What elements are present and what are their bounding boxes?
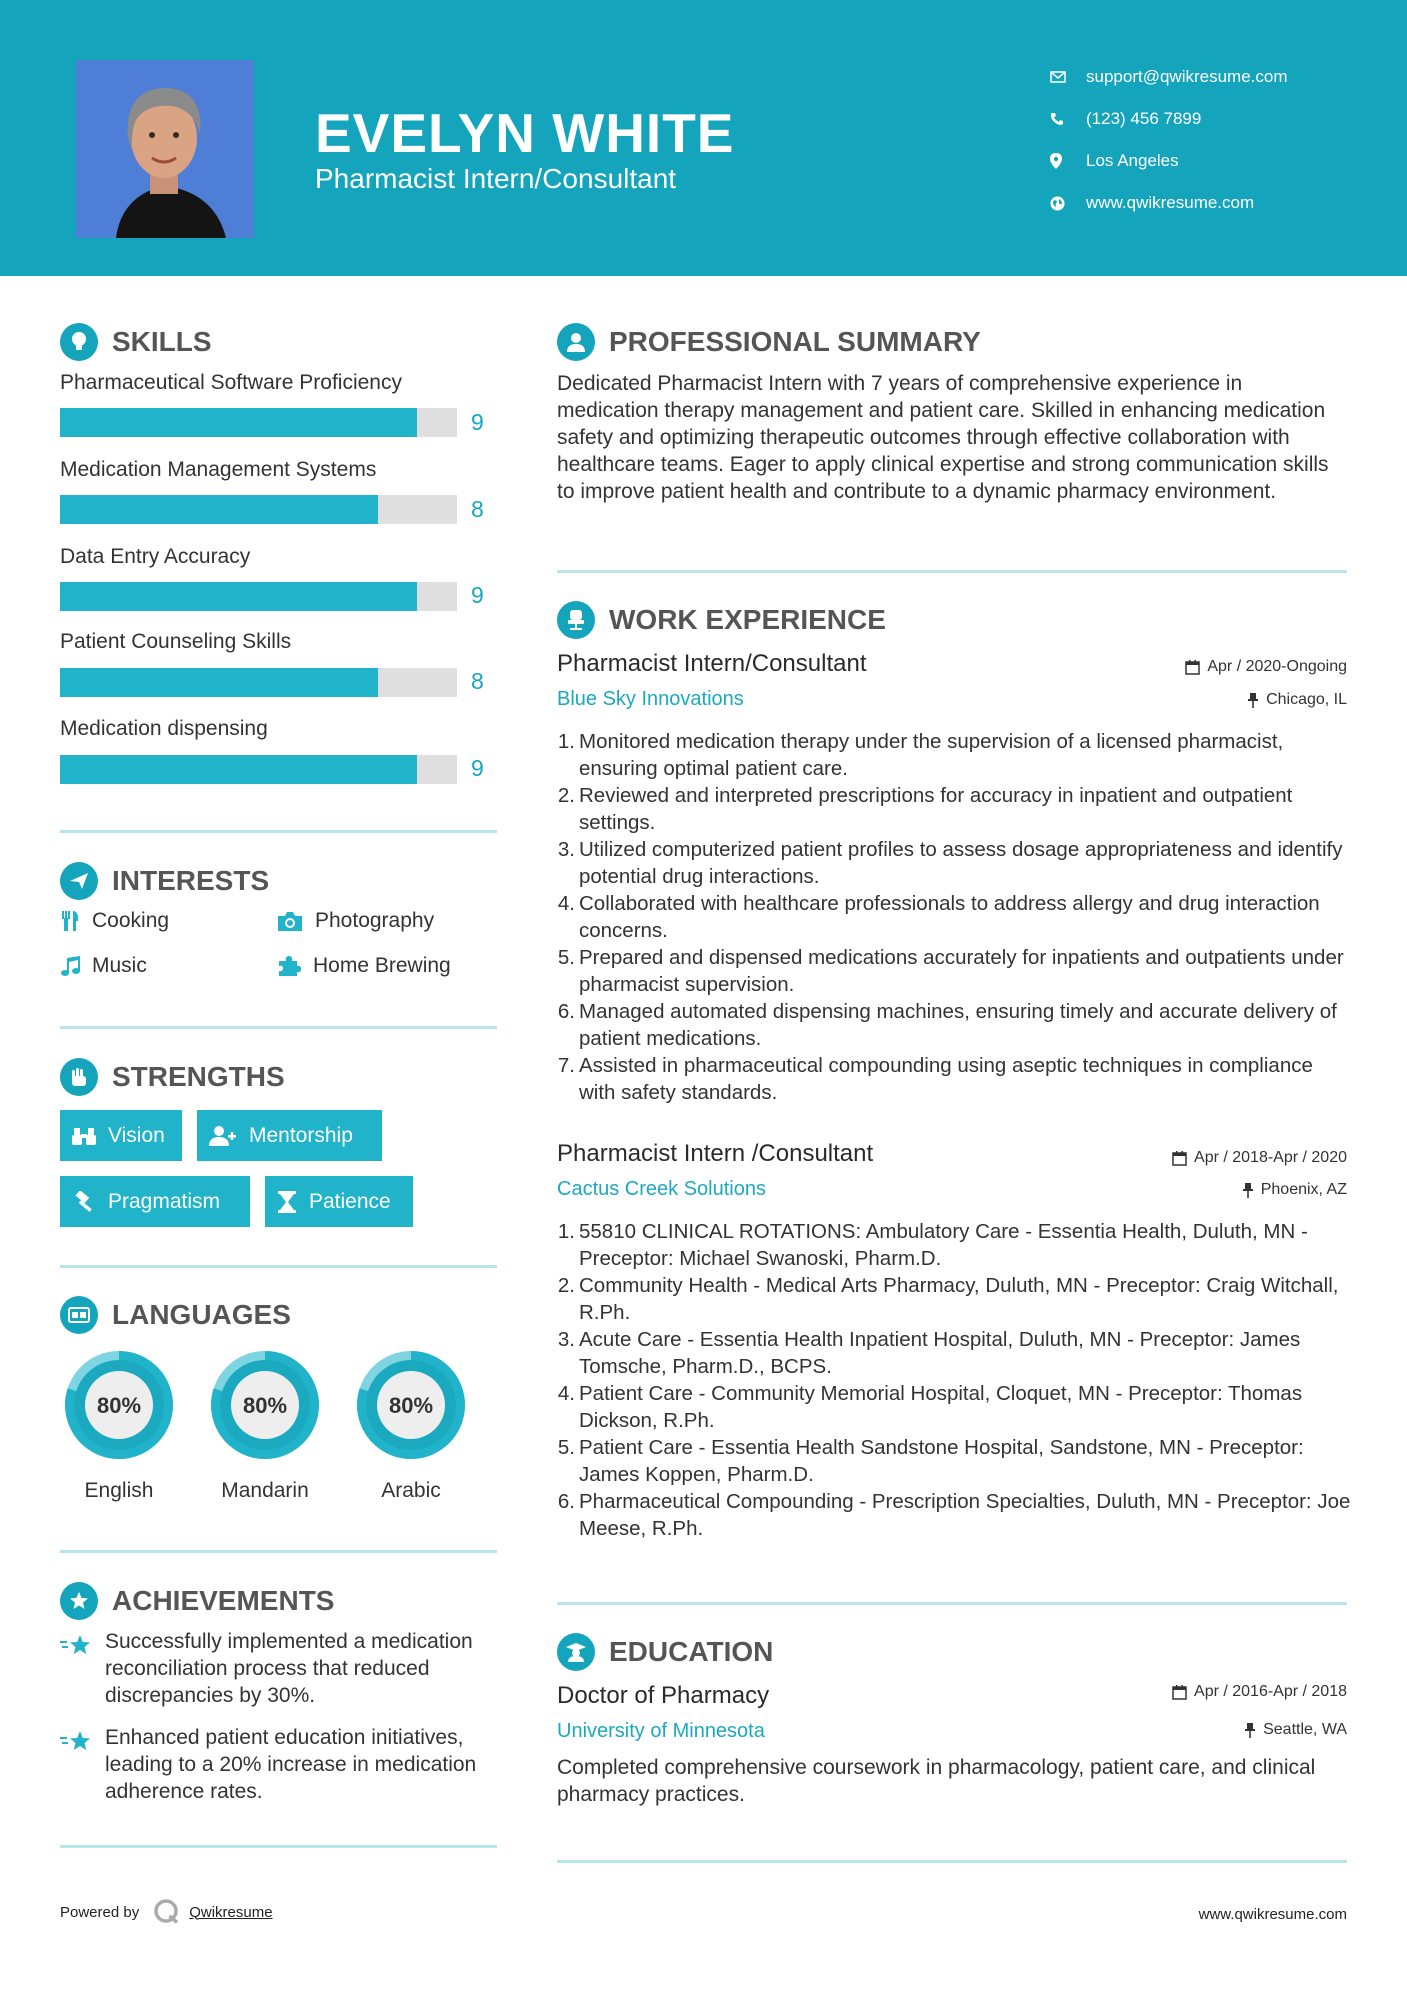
- education-heading-text: EDUCATION: [609, 1636, 774, 1667]
- puzzle-icon: [277, 955, 313, 977]
- profile-photo: [76, 60, 254, 238]
- calendar-icon: [1185, 660, 1200, 675]
- hand-fist-icon: [60, 1058, 98, 1096]
- interest-label: Photography: [315, 909, 435, 932]
- skill-name: Medication Management Systems: [60, 458, 377, 481]
- list-item-text: Prepared and dispensed medications accurately for inpatients and outpatients under pharmacist supervision.: [579, 946, 1344, 996]
- strength-label: Vision: [108, 1123, 165, 1147]
- phone-icon: [1050, 112, 1086, 126]
- contact-website[interactable]: [1050, 182, 1288, 224]
- job-location-text: Phoenix, AZ: [1260, 1181, 1347, 1198]
- skill-level: 9: [471, 409, 484, 435]
- gavel-icon: [72, 1191, 96, 1213]
- education-dates-text: Apr / 2016-Apr / 2018: [1194, 1683, 1347, 1700]
- candidate-name: EVELYN WHITE: [315, 102, 735, 164]
- list-item: 5. Prepared and dispensed medications accurately for inpatients and outpatients under pharmacist supervision.: [553, 944, 1353, 998]
- section-divider: [60, 1550, 497, 1553]
- achievement-text: Successfully implemented a medication reconciliation process that reduced discrepancies by 30%.: [105, 1630, 473, 1707]
- interest-item: [277, 909, 434, 933]
- skill-level: 8: [471, 668, 484, 694]
- language-item: [349, 1343, 473, 1503]
- job-dates-text: Apr / 2020-Ongoing: [1207, 658, 1347, 675]
- language-item: [203, 1343, 327, 1503]
- list-item-text: 55810 CLINICAL ROTATIONS: Ambulatory Care - Essentia Health, Duluth, MN - Preceptor: Michael Swanoski, Pharm.D.: [579, 1220, 1308, 1270]
- list-item: 1. Monitored medication therapy under the supervision of a licensed pharmacist, ensuring optimal patient care.: [553, 728, 1353, 782]
- contact-phone-text: (123) 456 7899: [1086, 109, 1202, 128]
- strengths-heading: [60, 1058, 285, 1096]
- pushpin-icon: [1247, 693, 1259, 708]
- pushpin-icon: [1244, 1723, 1256, 1738]
- pushpin-icon: [1242, 1183, 1254, 1198]
- skill-bar-fill: [60, 668, 378, 697]
- user-plus-icon: [209, 1126, 237, 1146]
- section-divider: [557, 570, 1347, 573]
- contact-phone[interactable]: [1050, 98, 1288, 140]
- interest-item: [60, 909, 169, 933]
- section-divider: [60, 830, 497, 833]
- interests-heading-text: INTERESTS: [112, 865, 270, 896]
- strength-badge: [60, 1110, 182, 1161]
- interest-label: Cooking: [92, 909, 170, 932]
- lightbulb-icon: [60, 323, 98, 361]
- interest-label: Music: [92, 954, 147, 977]
- education-heading: [557, 1633, 773, 1671]
- section-divider: [557, 1602, 1347, 1605]
- education-location: [1244, 1721, 1347, 1739]
- calendar-icon: [1172, 1685, 1187, 1700]
- skill-name: Medication dispensing: [60, 717, 268, 740]
- achievement-text: Enhanced patient education initiatives, leading to a 20% increase in medication adherence rates.: [105, 1726, 477, 1803]
- powered-by-text: Powered by: [60, 1903, 140, 1921]
- section-divider: [60, 1845, 497, 1848]
- skill-bar-fill: [60, 408, 417, 437]
- list-item: 3. Utilized computerized patient profiles to assess dosage appropriateness and identify potential drug interactions.: [553, 836, 1353, 890]
- job-location-text: Chicago, IL: [1266, 691, 1347, 708]
- interest-label: Home Brewing: [313, 954, 451, 977]
- language-ring: [57, 1343, 181, 1467]
- paper-plane-icon: [60, 862, 98, 900]
- language-ring: [349, 1343, 473, 1467]
- footer-brand-link[interactable]: Qwikresume: [189, 1903, 273, 1921]
- list-item: 4. Patient Care - Community Memorial Hospital, Cloquet, MN - Preceptor: Thomas Dickson, R.Ph.: [553, 1380, 1353, 1434]
- achievements-heading: [60, 1582, 334, 1620]
- strengths-heading-text: STRENGTHS: [112, 1061, 285, 1092]
- skill-name: Data Entry Accuracy: [60, 545, 251, 568]
- section-divider: [557, 1860, 1347, 1863]
- music-note-icon: [60, 955, 92, 977]
- skill-bar: [60, 755, 457, 784]
- contact-location-text: Los Angeles: [1086, 151, 1179, 170]
- hourglass-icon: [277, 1191, 297, 1213]
- language-percent: 80%: [96, 1393, 142, 1418]
- office-chair-icon: [557, 601, 595, 639]
- job-duties: [553, 1218, 1353, 1542]
- skill-bar: [60, 495, 457, 524]
- summary-heading-text: PROFESSIONAL SUMMARY: [609, 326, 981, 357]
- job-location: [1247, 691, 1347, 709]
- strength-label: Mentorship: [249, 1123, 353, 1147]
- language-percent: 80%: [388, 1393, 434, 1418]
- location-pin-icon: [1050, 153, 1086, 169]
- header-banner: [0, 0, 1407, 276]
- languages-heading-text: LANGUAGES: [112, 1299, 291, 1330]
- globe-icon: [1050, 196, 1086, 211]
- list-item-text: Community Health - Medical Arts Pharmacy, Duluth, MN - Preceptor: Craig Witchall, R.Ph.: [579, 1274, 1339, 1324]
- company-name: Blue Sky Innovations: [557, 688, 744, 710]
- skill-bar-fill: [60, 755, 417, 784]
- list-item: 2. Community Health - Medical Arts Pharmacy, Duluth, MN - Preceptor: Craig Witchall, R.Ph.: [553, 1272, 1353, 1326]
- contact-location: [1050, 140, 1288, 182]
- skill-bar: [60, 582, 457, 611]
- strength-badge: [265, 1176, 413, 1227]
- list-item: 6. Pharmaceutical Compounding - Prescription Specialties, Duluth, MN - Preceptor: Joe Meese, R.Ph.: [553, 1488, 1353, 1542]
- company-name: Cactus Creek Solutions: [557, 1178, 766, 1200]
- list-item-text: Patient Care - Essentia Health Sandstone Hospital, Sandstone, MN - Preceptor: James Koppen, Pharm.D.: [579, 1436, 1304, 1486]
- language-item: [57, 1343, 181, 1503]
- list-item: 2. Reviewed and interpreted prescriptions for accuracy in inpatient and outpatient settings.: [553, 782, 1353, 836]
- education-description: Completed comprehensive coursework in pharmacology, patient care, and clinical pharmacy practices.: [557, 1756, 1316, 1806]
- language-name: Mandarin: [221, 1479, 309, 1502]
- contact-email[interactable]: [1050, 56, 1288, 98]
- contact-email-text: support@qwikresume.com: [1086, 67, 1288, 86]
- contact-website-text: www.qwikresume.com: [1086, 193, 1255, 212]
- language-icon: [60, 1296, 98, 1334]
- list-item: 7. Assisted in pharmaceutical compounding using aseptic techniques in compliance with safety standards.: [553, 1052, 1353, 1106]
- skill-level: 9: [471, 582, 484, 608]
- candidate-title: Pharmacist Intern/Consultant: [315, 163, 677, 194]
- summary-text: Dedicated Pharmacist Intern with 7 years of comprehensive experience in medication therapy management and patient care. Skilled in enhancing medication safety and optimizing therapeutic outcomes through effective collaboration with healthcare teams. Eager to apply clinical expertise and strong communication skills to improve patient health and contribute to a dynamic pharmacy environment.: [557, 372, 1329, 503]
- job-dates-text: Apr / 2018-Apr / 2020: [1194, 1149, 1347, 1166]
- binoculars-icon: [72, 1126, 96, 1146]
- user-circle-icon: [557, 323, 595, 361]
- language-name: English: [84, 1479, 154, 1502]
- list-item: 1. 55810 CLINICAL ROTATIONS: Ambulatory Care - Essentia Health, Duluth, MN - Preceptor: Michael Swanoski, Pharm.D.: [553, 1218, 1353, 1272]
- job-dates: [1172, 1149, 1347, 1167]
- envelope-icon: [1050, 71, 1086, 83]
- language-percent: 80%: [242, 1393, 288, 1418]
- footer-website[interactable]: www.qwikresume.com: [1198, 1906, 1347, 1923]
- degree-title: Doctor of Pharmacy: [557, 1682, 770, 1709]
- strength-label: Pragmatism: [108, 1189, 221, 1213]
- utensils-icon: [60, 910, 92, 932]
- skill-bar-fill: [60, 582, 417, 611]
- experience-heading-text: WORK EXPERIENCE: [609, 604, 886, 635]
- star-icon: [60, 1724, 105, 1805]
- skills-heading-text: SKILLS: [112, 326, 212, 357]
- education-location-text: Seattle, WA: [1263, 1721, 1347, 1738]
- camera-icon: [277, 911, 315, 932]
- skill-bar: [60, 408, 457, 437]
- skill-name: Pharmaceutical Software Proficiency: [60, 371, 402, 394]
- language-name: Arabic: [381, 1479, 441, 1502]
- job-title: Pharmacist Intern/Consultant: [557, 650, 867, 677]
- interest-item: [277, 954, 451, 978]
- job-dates: [1185, 658, 1347, 676]
- contact-list: [1050, 56, 1288, 224]
- job-duties: [553, 728, 1353, 1106]
- list-item-text: Reviewed and interpreted prescriptions for accuracy in inpatient and outpatient settings.: [579, 784, 1293, 834]
- job-title: Pharmacist Intern /Consultant: [557, 1140, 874, 1167]
- list-item: 5. Patient Care - Essentia Health Sandstone Hospital, Sandstone, MN - Preceptor: James Koppen, Pharm.D.: [553, 1434, 1353, 1488]
- experience-heading: [557, 601, 886, 639]
- skill-name: Patient Counseling Skills: [60, 630, 292, 653]
- section-divider: [60, 1026, 497, 1029]
- list-item: 3. Acute Care - Essentia Health Inpatient Hospital, Duluth, MN - Preceptor: James Tomsche, Pharm.D., BCPS.: [553, 1326, 1353, 1380]
- skill-level: 9: [471, 755, 484, 781]
- skills-heading: [60, 323, 212, 361]
- interests-heading: [60, 862, 269, 900]
- star-badge-icon: [60, 1582, 98, 1620]
- list-item-text: Managed automated dispensing machines, ensuring timely and accurate delivery of patient medications.: [579, 1000, 1337, 1050]
- star-icon: [60, 1628, 105, 1709]
- list-item-text: Monitored medication therapy under the supervision of a licensed pharmacist, ensuring optimal patient care.: [579, 730, 1284, 780]
- skill-bar: [60, 668, 457, 697]
- list-item-text: Patient Care - Community Memorial Hospital, Cloquet, MN - Preceptor: Thomas Dickson, R.Ph.: [579, 1382, 1303, 1432]
- skill-bar-fill: [60, 495, 378, 524]
- skill-level: 8: [471, 496, 484, 522]
- list-item-text: Pharmaceutical Compounding - Prescription Specialties, Duluth, MN - Preceptor: Joe Meese, R.Ph.: [579, 1490, 1351, 1540]
- list-item-text: Acute Care - Essentia Health Inpatient Hospital, Duluth, MN - Preceptor: James Tomsche, Pharm.D., BCPS.: [579, 1328, 1301, 1378]
- footer-powered-by: [60, 1898, 273, 1926]
- list-item: 6. Managed automated dispensing machines, ensuring timely and accurate delivery of patient medications.: [553, 998, 1353, 1052]
- language-ring: [203, 1343, 327, 1467]
- list-item-text: Assisted in pharmaceutical compounding using aseptic techniques in compliance with safety standards.: [579, 1054, 1313, 1104]
- list-item: 4. Collaborated with healthcare professionals to address allergy and drug interaction concerns.: [553, 890, 1353, 944]
- interest-item: [60, 954, 147, 978]
- strength-label: Patience: [309, 1189, 391, 1213]
- qwikresume-logo-icon: [153, 1898, 181, 1926]
- achievement-item: [60, 1628, 490, 1709]
- calendar-icon: [1172, 1151, 1187, 1166]
- graduate-icon: [557, 1633, 595, 1671]
- strength-badge: [197, 1110, 382, 1161]
- summary-heading: [557, 323, 981, 361]
- languages-heading: [60, 1296, 291, 1334]
- section-divider: [60, 1265, 497, 1268]
- list-item-text: Collaborated with healthcare professionals to address allergy and drug interaction concerns.: [579, 892, 1320, 942]
- achievement-item: [60, 1724, 490, 1805]
- achievements-heading-text: ACHIEVEMENTS: [112, 1585, 335, 1616]
- strength-badge: [60, 1176, 250, 1227]
- job-location: [1242, 1181, 1347, 1199]
- school-name: University of Minnesota: [557, 1720, 765, 1742]
- education-dates: [1172, 1683, 1347, 1701]
- list-item-text: Utilized computerized patient profiles to assess dosage appropriateness and identify potential drug interactions.: [579, 838, 1343, 888]
